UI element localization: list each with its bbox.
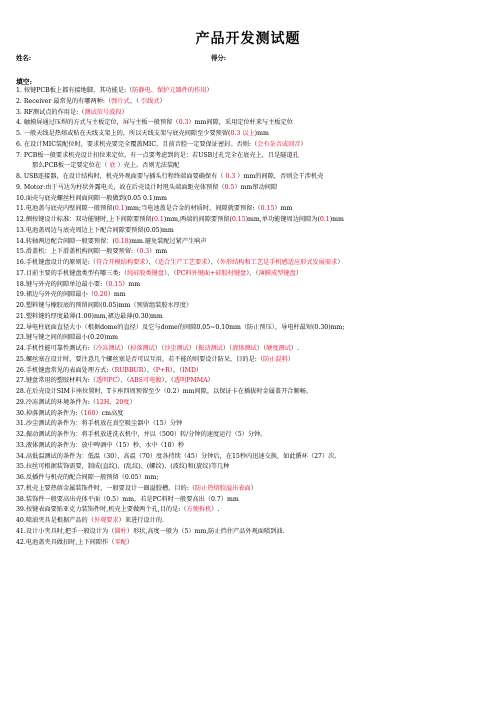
answer-text: 外形结构和工艺是手机感适应形式发展需求 (219, 259, 338, 266)
answer-text: 液体测试 (232, 345, 257, 352)
question-text: )mm;当电池盖是合金的材质时，间隙就要预留:（ (124, 205, 261, 213)
answer-text: 防静电、保护元器件的作用 (132, 87, 207, 94)
answer-text: 160 (83, 409, 96, 417)
question-line (16, 323, 488, 334)
question-text: 6. 在设计MIC装配位时，要求机壳要完全覆盖MIC，且前音腔一定要保证密封。否则:（ (16, 140, 258, 148)
answer-text: 适合生产工艺要求 (157, 259, 208, 266)
question-list (16, 86, 488, 548)
question-text: 22.导电柱底面直径大小（根据dome的直径）及它与dome的间隙0.05~0.10mm（防止预压），导电柱最短(0.30)mm; (16, 323, 345, 331)
answer-text: IMD (182, 366, 196, 374)
question-text: 20.塑料键与橡胶底的预留间隙(0.05)mm（预留组装胶水厚度） (16, 302, 193, 309)
question-text: 4. 触摸屏通过压焊的方式与主板定位，屏与主板一般预留（ (16, 119, 179, 127)
answer-text: 0.3 (178, 119, 189, 127)
answer-text: 0.20 (93, 291, 108, 299)
question-text: ）、（ (169, 366, 183, 374)
question-text: 31.沙尘测试的条件为：将手机放在真空吸尘器中（15）分钟 (16, 420, 183, 428)
question-text: ）mm间隙，采用定位柱来与主板定位 (188, 119, 293, 127)
question-text: 16.手机键盘设计的原则是:（ (16, 259, 96, 266)
question-text: 28.在后壳设计SIM卡座位置时，T卡座四周预留至少（0.2）mm间隙，以保证卡在插拔时金属盖开合顺畅。 (16, 388, 313, 395)
answer-text: 薄膜成型键盘 (258, 269, 296, 277)
question-text: 27.键盘常用的塑胶材料为:（ (16, 377, 96, 385)
answer-text: 掉落测试 (130, 345, 155, 352)
question-line (16, 237, 488, 248)
question-text: 41.设计小夹具时,把手一般设计为（ (16, 527, 115, 535)
question-line (16, 473, 488, 484)
question-text: 1. 按键PCB板上都有接地脚，其功能是:（ (16, 87, 133, 94)
question-text: 23.键与键之间的间隙最小(0.20)mm (16, 334, 119, 342)
question-text: ）mm (274, 205, 293, 213)
question-text: 37.机壳上要热熔金属装饰件时，一般要设计一圈溢胶槽，目的:（ (16, 484, 195, 492)
answer-text: 纯硅胶类键盘 (126, 269, 165, 277)
question-line (16, 538, 488, 549)
question-text: )mm,两端的间隙要预留( (163, 216, 232, 223)
question-text: 24.手机性能可靠性测试有:（ (16, 345, 96, 352)
question-text: ） (250, 484, 257, 492)
question-text: ）. (211, 506, 220, 514)
answer-text: 0.1 (319, 216, 330, 223)
answer-text: 振动测试 (198, 345, 223, 352)
question-text: ）（ (256, 345, 267, 352)
question-text: ）、（ (143, 366, 156, 374)
question-text: ） (126, 538, 133, 546)
question-text: 13.电池盖周边与底壳周边上下配合间隙要预留(0.05)mm (16, 226, 174, 234)
question-text: 42.电池盖夹具做扣时,上下间隙作（ (16, 538, 115, 546)
question-text: ）、（ (117, 377, 130, 385)
answer-text: 方便拆机 (186, 506, 212, 514)
question-text: 、 (109, 398, 116, 406)
question-text: ）、（ (246, 269, 259, 277)
question-text: ）（ (222, 345, 233, 352)
question-text: 17.目前主要的手机键盘类型有哪三类:（ (16, 269, 127, 277)
question-text: )mm (254, 130, 269, 137)
answer-text: ABS可电镀 (129, 377, 162, 385)
answer-text: 外观要求 (93, 517, 119, 524)
header-row (16, 53, 476, 62)
question-text: 35.拉丝可根据装饰需要，制成(直纹)、(乱纹)、(螺纹)、(波纹)和(旋纹)等几种 (16, 463, 230, 471)
question-line (16, 194, 488, 205)
answer-text: 沙尘测试 (164, 345, 189, 352)
answer-text: 0.3 (225, 173, 236, 180)
answer-text: 透明PC (96, 377, 118, 385)
question-line (16, 86, 488, 97)
answer-text: 12H (96, 398, 110, 406)
question-text: 18.键与外壳的间隙单边最小要:（ (16, 280, 109, 288)
answer-text: 透明PMMA (173, 377, 208, 385)
answer-text: 符合开模结构要求 (96, 259, 146, 266)
question-text: )mm.避免装配过紧产生响声 (128, 237, 207, 245)
question-line (16, 204, 488, 215)
question-line (16, 344, 488, 355)
question-text: ）mm (149, 248, 168, 256)
answer-text: 圆柱 (114, 527, 127, 535)
question-text: ） (195, 366, 203, 374)
answer-text: 引线式 (140, 97, 160, 105)
question-line (16, 247, 488, 258)
answer-text: 0.3 (139, 248, 150, 256)
answer-text: 0.1 (114, 205, 125, 213)
question-text: 10.面壳与底壳螺丝柱间面间隙一般做到(0.05 0.1)mm (16, 194, 167, 202)
answer-text: 0.15 (108, 280, 123, 288)
question-text: )mm (329, 216, 344, 223)
question-line (16, 376, 488, 387)
question-text: ） (337, 259, 344, 266)
question-line (16, 215, 488, 226)
question-line (16, 333, 488, 344)
question-text: 11.电池盖与底壳内壁间隙一般预留( (16, 205, 115, 213)
answer-text: 0.18 (114, 237, 129, 245)
question-text: 那么PCB板一定要定位在（ (32, 162, 110, 170)
question-text: ） (129, 398, 136, 406)
answer-text: 20度 (115, 398, 130, 406)
question-text: ）（ (120, 345, 131, 352)
question-line (16, 97, 488, 108)
question-text: ）mm窜动间隙 (234, 183, 278, 191)
question-line (16, 462, 488, 473)
question-text: 25.螺丝塞在设计时，要注意几个螺丝塞是否可以互用，若不能的则要设计防呆，目的是:（ (16, 355, 264, 363)
question-text: ）来进行设计的. (118, 517, 164, 524)
document-title: 产品开发测试题 (195, 31, 301, 47)
question-line (16, 387, 488, 398)
question-line (16, 140, 488, 151)
question-text: 33.液体测试的条件为：放中啤酒中（15）秒、水中（10）秒 (16, 441, 184, 449)
answer-text: 0.5 (224, 183, 235, 191)
question-line (16, 226, 488, 237)
question-text: 38.装饰件一般要高出壳体平面（0.5）mm，若是PC料时一般要高出（0.7）mm (16, 495, 239, 503)
question-text: 3. RF测试点的作用是:（ (16, 108, 85, 116)
answer-text: 会有杂音或回音 (257, 140, 301, 148)
question-text: ）、（ (164, 269, 177, 277)
question-line (16, 280, 488, 291)
question-text: ）、（ (207, 259, 220, 266)
answer-text: 弹片式 (111, 97, 130, 105)
question-line (16, 108, 488, 119)
question-line (16, 495, 488, 506)
question-line (16, 355, 488, 366)
question-line (16, 516, 488, 527)
answer-text: 硬度测试 (266, 345, 291, 352)
question-text: 26.手机键盘常见的表面处理方式:（ (16, 366, 115, 374)
question-text: 8. USB连接器，在设计结构时，机壳外观面要与插头行程终端面要确保有（ (16, 173, 226, 180)
question-line (16, 161, 488, 172)
question-text: )mm,单功能键周边间隙为( (245, 216, 320, 223)
question-text: ）mm (107, 291, 126, 299)
answer-text: RUBBUR (114, 366, 144, 374)
question-line (16, 151, 488, 162)
answer-text: 0.15 (231, 216, 246, 223)
question-line (16, 441, 488, 452)
question-text: 39.按键表面要贴亚克力装饰件时,机壳上要做两个孔,目的是:（ (16, 506, 187, 514)
question-text: ） (300, 140, 307, 148)
answer-text: 零配 (114, 538, 127, 546)
question-text: 、（ (129, 97, 141, 105)
question-text: 5. 一般天线是热熔或贴在天线支架上的，所以天线支架与底壳间隙至少要预留( (16, 130, 231, 137)
answer-text: 冷冻测试 (96, 345, 121, 352)
question-text: ）mm的间隙，否则会干涉机壳 (235, 173, 324, 180)
question-text: 21.塑料键的厚度最薄(1.00)mm,裙边最薄(0.30)mm (16, 312, 163, 320)
question-text: ） (159, 97, 166, 105)
question-text: ） (121, 108, 128, 116)
score-label: 得分: (211, 54, 227, 62)
question-line (16, 183, 488, 194)
question-line (16, 301, 488, 312)
answer-text: P+R (155, 366, 170, 374)
name-label: 姓名: (16, 54, 32, 62)
question-line (16, 269, 488, 280)
question-text: ）（ (154, 345, 165, 352)
question-line (16, 312, 488, 323)
question-line (16, 290, 488, 301)
question-text: ）壳上。否则无法装配 (115, 162, 180, 170)
question-line (16, 505, 488, 516)
section-heading: 填空: (16, 78, 33, 86)
question-text: 36.反插件与机壳的配合间隙一般预留（0.05）mm; (16, 474, 159, 481)
question-text: ） (295, 269, 302, 277)
question-text: ） (207, 377, 214, 385)
question-text: 14.转轴两边配合间隙一般要预留：( (16, 237, 115, 245)
question-text: 32.振动测试的条件为：将手机放进洗衣机中，并以（500）转/分钟的速度运行（5）分钟。 (16, 431, 267, 438)
question-text: ） (287, 355, 294, 363)
question-text: ）、（ (145, 259, 158, 266)
question-text: ）. (290, 345, 300, 352)
answer-text: 测试信号波段 (84, 108, 122, 116)
question-line (16, 398, 488, 409)
question-text: ） (206, 87, 213, 94)
question-text: 15.滑盖机：上下滑盖机构间隙一般要预留:（ (16, 248, 140, 256)
question-line (16, 419, 488, 430)
answer-text: PC料外键面+硅胶衬键盘 (176, 269, 247, 277)
answer-text: 0.1 (153, 216, 164, 223)
question-line (16, 172, 488, 183)
answer-text: 防止混料 (263, 355, 288, 363)
question-line (16, 430, 488, 441)
question-line (16, 258, 488, 269)
answer-text: 0.15 (260, 205, 275, 213)
question-text: 2. Receiver 最常见的有哪两种:（ (16, 97, 112, 105)
question-text: ）（ (188, 345, 199, 352)
question-text: 9. Motor:由于马达为柱状外露电关，故在后壳设计时甩头端面距壳体预留（ (16, 183, 225, 191)
question-text: 7. PCB板一般要求机壳设计扣位来定位。有一点要考虑到的是：若USB过孔完全在底壳上，且是隧道孔 (16, 151, 299, 159)
question-text: ）mm (122, 280, 141, 288)
question-text: 19.裙边与外壳的间隙最小（ (16, 291, 94, 299)
question-line (16, 484, 488, 495)
question-line (16, 129, 488, 140)
question-line (16, 452, 488, 463)
answer-text: 防止热熔胶溢出表面 (195, 484, 251, 492)
question-text: 34.高低温测试的条件为：低温（30）、高温（70）度各持续（45）分钟后，在15秒内迅速交换，如此循环（27）次. (16, 452, 337, 460)
question-text: ）cm高度 (95, 409, 124, 417)
question-text: 30.掉落测试的条件为:（ (16, 409, 84, 417)
answer-text: 0.3 以上 (230, 130, 255, 137)
question-line (16, 366, 488, 377)
question-text: ）、（ (161, 377, 174, 385)
question-line (16, 527, 488, 538)
question-text: 12.侧按键设计标准：双功能键时,上下间隙要预留( (16, 216, 154, 223)
question-text: 29.冷冻测试的环境条件为:（ (16, 398, 96, 406)
question-line (16, 409, 488, 420)
question-line (16, 118, 488, 129)
question-text: 40.喷油夹具是根据产品的（ (16, 517, 94, 524)
answer-text: 底 (109, 162, 116, 170)
question-text: ）形状,高度一般为（5）mm,防止挡住产品外观面喷到油. (126, 527, 285, 535)
